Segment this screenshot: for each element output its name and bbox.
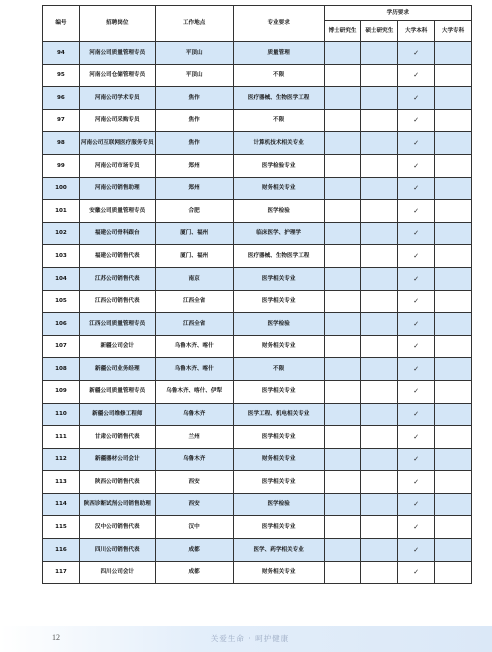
check-college	[435, 200, 472, 223]
check-college	[435, 380, 472, 403]
cell-position: 新疆公司业务经理	[79, 358, 155, 381]
check-master	[361, 222, 398, 245]
cell-location: 厦门、福州	[155, 245, 233, 268]
cell-major: 医学检验	[233, 493, 324, 516]
table-row	[43, 245, 472, 268]
cell-major: 医学相关专业	[233, 426, 324, 449]
cell-number: 100	[43, 177, 80, 200]
check-bachelor	[398, 403, 435, 426]
cell-location: 西安	[155, 493, 233, 516]
check-college	[435, 561, 472, 584]
cell-position: 四川公司销售代表	[79, 539, 155, 562]
check-phd	[324, 358, 361, 381]
recruitment-table	[42, 5, 472, 584]
cell-location: 兰州	[155, 426, 233, 449]
check-college	[435, 493, 472, 516]
cell-major: 医学检验	[233, 200, 324, 223]
cell-number: 106	[43, 313, 80, 336]
cell-position: 汉中公司销售代表	[79, 516, 155, 539]
check-college	[435, 426, 472, 449]
header-position: 招聘岗位	[79, 6, 155, 42]
cell-major: 财务相关专业	[233, 561, 324, 584]
cell-location: 焦作	[155, 132, 233, 155]
table-row	[43, 109, 472, 132]
check-bachelor	[398, 516, 435, 539]
check-bachelor	[398, 380, 435, 403]
check-master	[361, 177, 398, 200]
check-college	[435, 177, 472, 200]
header-edu-master: 硕士研究生	[361, 21, 398, 42]
cell-location: 江西全省	[155, 313, 233, 336]
check-master	[361, 154, 398, 177]
checkmark-icon: ✓	[413, 545, 420, 554]
cell-number: 108	[43, 358, 80, 381]
cell-position: 甘肃公司销售代表	[79, 426, 155, 449]
check-master	[361, 64, 398, 87]
cell-major: 医学相关专业	[233, 380, 324, 403]
cell-number: 103	[43, 245, 80, 268]
cell-number: 114	[43, 493, 80, 516]
check-master	[361, 448, 398, 471]
check-master	[361, 313, 398, 336]
check-bachelor	[398, 87, 435, 110]
checkmark-icon: ✓	[413, 206, 420, 215]
cell-position: 河南公司互联网医疗服务专员	[79, 132, 155, 155]
check-college	[435, 403, 472, 426]
check-phd	[324, 516, 361, 539]
cell-major: 医学工程、机电相关专业	[233, 403, 324, 426]
cell-major: 医学检验专业	[233, 154, 324, 177]
check-college	[435, 516, 472, 539]
cell-major: 质量管理	[233, 42, 324, 65]
checkmark-icon: ✓	[413, 229, 420, 238]
check-bachelor	[398, 245, 435, 268]
checkmark-icon: ✓	[413, 523, 420, 532]
table-row	[43, 222, 472, 245]
cell-major: 临床医学、护理学	[233, 222, 324, 245]
cell-major: 财务相关专业	[233, 448, 324, 471]
cell-position: 福建公司销售代表	[79, 245, 155, 268]
check-college	[435, 335, 472, 358]
table-row	[43, 516, 472, 539]
cell-major: 医学相关专业	[233, 471, 324, 494]
cell-number: 96	[43, 87, 80, 110]
table-row	[43, 539, 472, 562]
cell-number: 97	[43, 109, 80, 132]
table-row	[43, 267, 472, 290]
cell-number: 112	[43, 448, 80, 471]
check-master	[361, 561, 398, 584]
cell-number: 113	[43, 471, 80, 494]
check-phd	[324, 64, 361, 87]
footer-slogan: 关爱生命 · 呵护健康	[210, 634, 290, 643]
check-college	[435, 87, 472, 110]
check-bachelor	[398, 313, 435, 336]
cell-major: 医学相关专业	[233, 516, 324, 539]
cell-location: 西安	[155, 471, 233, 494]
check-phd	[324, 109, 361, 132]
cell-location: 乌鲁木齐、喀什	[155, 358, 233, 381]
checkmark-icon: ✓	[413, 477, 420, 486]
check-phd	[324, 267, 361, 290]
cell-number: 117	[43, 561, 80, 584]
check-college	[435, 222, 472, 245]
cell-location: 乌鲁木齐	[155, 403, 233, 426]
check-master	[361, 403, 398, 426]
check-phd	[324, 493, 361, 516]
cell-position: 安徽公司质量管理专员	[79, 200, 155, 223]
check-phd	[324, 245, 361, 268]
cell-location: 合肥	[155, 200, 233, 223]
table-row	[43, 426, 472, 449]
cell-number: 107	[43, 335, 80, 358]
table-row	[43, 403, 472, 426]
table-row	[43, 493, 472, 516]
check-college	[435, 245, 472, 268]
checkmark-icon: ✓	[413, 93, 420, 102]
cell-number: 104	[43, 267, 80, 290]
cell-position: 四川公司会计	[79, 561, 155, 584]
cell-location: 南京	[155, 267, 233, 290]
check-college	[435, 132, 472, 155]
check-phd	[324, 403, 361, 426]
checkmark-icon: ✓	[413, 161, 420, 170]
check-college	[435, 109, 472, 132]
check-college	[435, 358, 472, 381]
check-college	[435, 471, 472, 494]
check-master	[361, 493, 398, 516]
cell-major: 医学相关专业	[233, 290, 324, 313]
cell-location: 平顶山	[155, 42, 233, 65]
cell-major: 财务相关专业	[233, 177, 324, 200]
header-edu-college: 大学专科	[435, 21, 472, 42]
check-college	[435, 64, 472, 87]
header-number: 编号	[43, 6, 80, 42]
cell-position: 河南公司采购专员	[79, 109, 155, 132]
check-phd	[324, 561, 361, 584]
check-bachelor	[398, 64, 435, 87]
check-phd	[324, 177, 361, 200]
cell-position: 新疆器材公司会计	[79, 448, 155, 471]
header-education-group: 学历要求	[324, 6, 471, 21]
check-phd	[324, 539, 361, 562]
checkmark-icon: ✓	[413, 432, 420, 441]
cell-position: 福建公司骨科跟台	[79, 222, 155, 245]
cell-major: 计算机技术相关专业	[233, 132, 324, 155]
check-master	[361, 267, 398, 290]
check-phd	[324, 426, 361, 449]
checkmark-icon: ✓	[413, 71, 420, 80]
cell-major: 医学、药学相关专业	[233, 539, 324, 562]
check-bachelor	[398, 561, 435, 584]
cell-position: 新疆公司质量管理专员	[79, 380, 155, 403]
table-row	[43, 42, 472, 65]
checkmark-icon: ✓	[413, 568, 420, 577]
page-number: 12	[52, 633, 60, 642]
table-row	[43, 380, 472, 403]
checkmark-icon: ✓	[413, 410, 420, 419]
check-college	[435, 154, 472, 177]
check-master	[361, 87, 398, 110]
cell-number: 94	[43, 42, 80, 65]
check-bachelor	[398, 42, 435, 65]
check-master	[361, 290, 398, 313]
check-college	[435, 448, 472, 471]
cell-number: 105	[43, 290, 80, 313]
cell-number: 95	[43, 64, 80, 87]
check-phd	[324, 132, 361, 155]
check-master	[361, 132, 398, 155]
cell-location: 平顶山	[155, 64, 233, 87]
table-row	[43, 561, 472, 584]
check-master	[361, 539, 398, 562]
table-row	[43, 290, 472, 313]
table-row	[43, 132, 472, 155]
checkmark-icon: ✓	[413, 251, 420, 260]
check-phd	[324, 200, 361, 223]
cell-position: 河南公司仓储管理专员	[79, 64, 155, 87]
check-master	[361, 516, 398, 539]
cell-location: 郑州	[155, 177, 233, 200]
header-edu-phd: 博士研究生	[324, 21, 361, 42]
check-master	[361, 380, 398, 403]
table-row	[43, 313, 472, 336]
table-row	[43, 200, 472, 223]
check-bachelor	[398, 177, 435, 200]
table-body	[43, 42, 472, 584]
table-row	[43, 358, 472, 381]
check-bachelor	[398, 471, 435, 494]
table-row	[43, 177, 472, 200]
check-bachelor	[398, 539, 435, 562]
cell-position: 新疆公司维修工程师	[79, 403, 155, 426]
check-bachelor	[398, 426, 435, 449]
cell-location: 汉中	[155, 516, 233, 539]
cell-number: 109	[43, 380, 80, 403]
check-master	[361, 426, 398, 449]
cell-major: 不限	[233, 358, 324, 381]
cell-position: 江西公司质量管理专员	[79, 313, 155, 336]
cell-number: 101	[43, 200, 80, 223]
table-row	[43, 471, 472, 494]
cell-location: 成都	[155, 561, 233, 584]
cell-location: 乌鲁木齐、喀什	[155, 335, 233, 358]
check-master	[361, 109, 398, 132]
cell-location: 乌鲁木齐	[155, 448, 233, 471]
check-master	[361, 358, 398, 381]
checkmark-icon: ✓	[413, 297, 420, 306]
cell-location: 乌鲁木齐、喀什、伊犁	[155, 380, 233, 403]
checkmark-icon: ✓	[413, 274, 420, 283]
check-bachelor	[398, 132, 435, 155]
check-master	[361, 471, 398, 494]
cell-number: 111	[43, 426, 80, 449]
cell-location: 焦作	[155, 109, 233, 132]
table-row	[43, 448, 472, 471]
check-bachelor	[398, 448, 435, 471]
check-bachelor	[398, 267, 435, 290]
cell-position: 陕西诊断试剂公司销售助理	[79, 493, 155, 516]
check-bachelor	[398, 200, 435, 223]
checkmark-icon: ✓	[413, 455, 420, 464]
cell-major: 医学检验	[233, 313, 324, 336]
check-bachelor	[398, 222, 435, 245]
check-master	[361, 42, 398, 65]
checkmark-icon: ✓	[413, 342, 420, 351]
check-phd	[324, 313, 361, 336]
check-master	[361, 335, 398, 358]
check-phd	[324, 154, 361, 177]
check-phd	[324, 42, 361, 65]
checkmark-icon: ✓	[413, 500, 420, 509]
check-master	[361, 200, 398, 223]
check-bachelor	[398, 493, 435, 516]
check-bachelor	[398, 335, 435, 358]
check-phd	[324, 335, 361, 358]
checkmark-icon: ✓	[413, 116, 420, 125]
cell-number: 102	[43, 222, 80, 245]
cell-position: 河南公司学术专员	[79, 87, 155, 110]
check-college	[435, 267, 472, 290]
checkmark-icon: ✓	[413, 48, 420, 57]
cell-position: 江苏公司销售代表	[79, 267, 155, 290]
cell-major: 医疗器械、生物医学工程	[233, 245, 324, 268]
check-phd	[324, 448, 361, 471]
check-phd	[324, 290, 361, 313]
table-row	[43, 64, 472, 87]
check-bachelor	[398, 109, 435, 132]
check-bachelor	[398, 154, 435, 177]
cell-number: 115	[43, 516, 80, 539]
header-location: 工作地点	[155, 6, 233, 42]
cell-number: 116	[43, 539, 80, 562]
check-phd	[324, 222, 361, 245]
check-college	[435, 539, 472, 562]
check-bachelor	[398, 358, 435, 381]
table-row	[43, 154, 472, 177]
cell-location: 郑州	[155, 154, 233, 177]
cell-position: 河南公司市场专员	[79, 154, 155, 177]
cell-major: 不限	[233, 109, 324, 132]
checkmark-icon: ✓	[413, 387, 420, 396]
cell-major: 不限	[233, 64, 324, 87]
cell-position: 新疆公司会计	[79, 335, 155, 358]
check-college	[435, 42, 472, 65]
cell-location: 焦作	[155, 87, 233, 110]
cell-position: 河南公司质量管理专员	[79, 42, 155, 65]
table-row	[43, 335, 472, 358]
check-phd	[324, 87, 361, 110]
check-phd	[324, 380, 361, 403]
check-master	[361, 245, 398, 268]
header-major: 专业要求	[233, 6, 324, 42]
cell-location: 成都	[155, 539, 233, 562]
checkmark-icon: ✓	[413, 364, 420, 373]
cell-major: 医疗器械、生物医学工程	[233, 87, 324, 110]
cell-number: 98	[43, 132, 80, 155]
cell-position: 陕西公司销售代表	[79, 471, 155, 494]
header-edu-bachelor: 大学本科	[398, 21, 435, 42]
cell-location: 厦门、福州	[155, 222, 233, 245]
cell-number: 110	[43, 403, 80, 426]
check-bachelor	[398, 290, 435, 313]
cell-position: 河南公司销售助理	[79, 177, 155, 200]
cell-position: 江西公司销售代表	[79, 290, 155, 313]
check-college	[435, 290, 472, 313]
check-college	[435, 313, 472, 336]
cell-major: 医学相关专业	[233, 267, 324, 290]
checkmark-icon: ✓	[413, 184, 420, 193]
checkmark-icon: ✓	[413, 138, 420, 147]
table-row	[43, 87, 472, 110]
checkmark-icon: ✓	[413, 319, 420, 328]
check-phd	[324, 471, 361, 494]
cell-number: 99	[43, 154, 80, 177]
cell-major: 财务相关专业	[233, 335, 324, 358]
cell-location: 江西全省	[155, 290, 233, 313]
